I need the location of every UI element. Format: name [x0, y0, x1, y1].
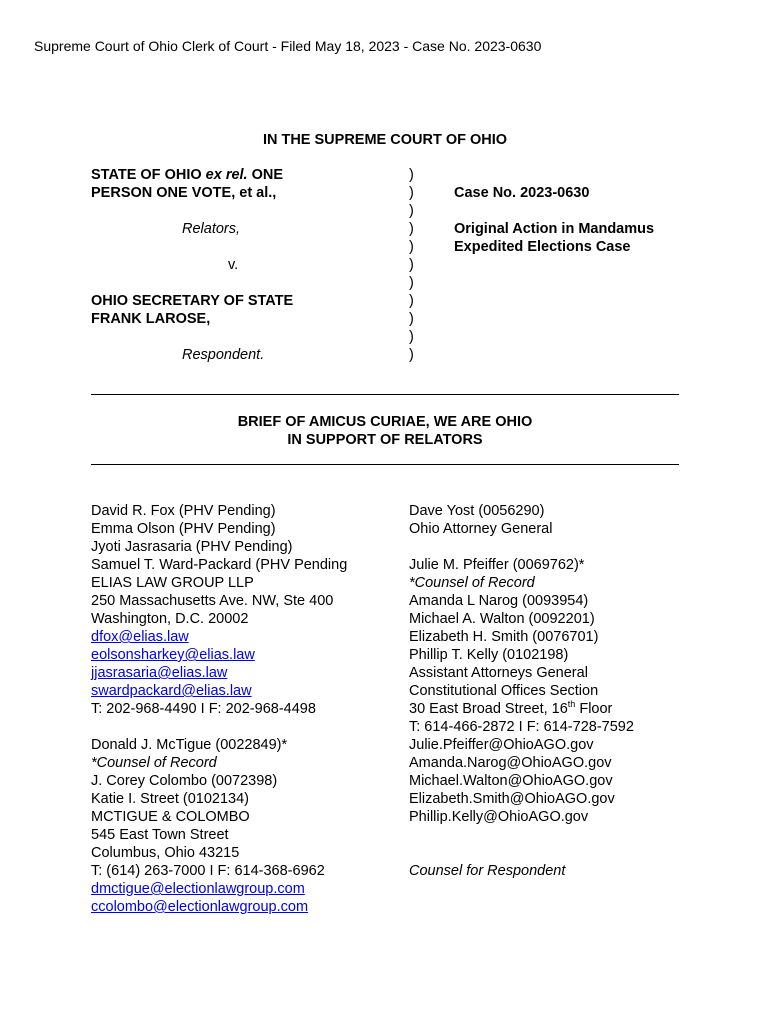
paren: ) — [409, 311, 414, 327]
filing-header: Supreme Court of Ohio Clerk of Court - Filed May 18, 2023 - Case No. 2023-0630 — [34, 38, 542, 54]
email-link[interactable]: swardpackard@elias.law — [91, 683, 252, 699]
relator-line-2: PERSON ONE VOTE, et al., — [91, 185, 277, 201]
counsel-line: Emma Olson (PHV Pending) — [91, 521, 276, 537]
paren: ) — [409, 293, 414, 309]
relator-prefix: STATE OF OHIO — [91, 167, 206, 183]
versus: v. — [228, 257, 239, 273]
paren: ) — [409, 239, 414, 255]
counsel-line: Columbus, Ohio 43215 — [91, 845, 240, 861]
counsel-email: Phillip.Kelly@OhioAGO.gov — [409, 809, 589, 825]
counsel-phone: T: 202-968-4490 I F: 202-968-4498 — [91, 701, 316, 717]
counsel-line: Donald J. McTigue (0022849)* — [91, 737, 288, 753]
counsel-phone: T: 614-466-2872 I F: 614-728-7592 — [409, 719, 634, 735]
paren: ) — [409, 221, 414, 237]
paren: ) — [409, 203, 414, 219]
counsel-line: David R. Fox (PHV Pending) — [91, 503, 276, 519]
address-suffix: Floor — [575, 701, 613, 717]
court-title: IN THE SUPREME COURT OF OHIO — [262, 132, 508, 148]
caption-case-info — [454, 184, 754, 256]
paren: ) — [409, 347, 414, 363]
counsel-line: Phillip T. Kelly (0102198) — [409, 647, 569, 663]
counsel-email: Elizabeth.Smith@OhioAGO.gov — [409, 791, 615, 807]
counsel-line: Michael A. Walton (0092201) — [409, 611, 595, 627]
email-link[interactable]: dmctigue@electionlawgroup.com — [91, 881, 305, 897]
respondent-counsel-block — [409, 502, 709, 880]
counsel-line: Ohio Attorney General — [409, 521, 553, 537]
action-type-1: Original Action in Mandamus — [454, 221, 655, 237]
counsel-address — [409, 700, 709, 718]
action-type-2: Expedited Elections Case — [454, 239, 631, 255]
case-number: Case No. 2023-0630 — [454, 185, 590, 201]
ex-rel: ex rel. — [205, 167, 248, 183]
paren: ) — [409, 257, 414, 273]
caption-parens — [409, 166, 414, 364]
counsel-line: 250 Massachusetts Ave. NW, Ste 400 — [91, 593, 334, 609]
counsel-line: Constitutional Offices Section — [409, 683, 599, 699]
counsel-line: J. Corey Colombo (0072398) — [91, 773, 278, 789]
counsel-email: Michael.Walton@OhioAGO.gov — [409, 773, 613, 789]
counsel-email: Amanda.Narog@OhioAGO.gov — [409, 755, 612, 771]
email-link[interactable]: jjasrasaria@elias.law — [91, 665, 228, 681]
email-link[interactable]: ccolombo@electionlawgroup.com — [91, 899, 309, 915]
respondent-line-2: FRANK LAROSE, — [91, 311, 211, 327]
counsel-line: Elizabeth H. Smith (0076701) — [409, 629, 599, 645]
respondent-line-1: OHIO SECRETARY OF STATE — [91, 293, 294, 309]
divider-top — [91, 394, 679, 395]
counsel-line: Washington, D.C. 20002 — [91, 611, 249, 627]
counsel-line: Assistant Attorneys General — [409, 665, 588, 681]
brief-title-line-1: BRIEF OF AMICUS CURIAE, WE ARE OHIO — [237, 414, 533, 430]
relator-counsel-block — [91, 502, 391, 916]
relator-suffix: ONE — [247, 167, 284, 183]
counsel-line: Katie I. Street (0102134) — [91, 791, 249, 807]
paren: ) — [409, 275, 414, 291]
divider-bottom — [91, 464, 679, 465]
counsel-for-respondent: Counsel for Respondent — [409, 863, 566, 879]
counsel-line: MCTIGUE & COLOMBO — [91, 809, 250, 825]
counsel-line: Samuel T. Ward-Packard (PHV Pending — [91, 557, 348, 573]
paren: ) — [409, 329, 414, 345]
email-link[interactable]: dfox@elias.law — [91, 629, 189, 645]
counsel-line: Dave Yost (0056290) — [409, 503, 545, 519]
paren: ) — [409, 167, 414, 183]
address-sup: th — [567, 699, 576, 710]
counsel-line: Amanda L Narog (0093954) — [409, 593, 589, 609]
counsel-line: 545 East Town Street — [91, 827, 229, 843]
counsel-line: Julie M. Pfeiffer (0069762)* — [409, 557, 585, 573]
caption-parties — [91, 166, 391, 364]
relator-line-1 — [91, 166, 391, 184]
counsel-line: ELIAS LAW GROUP LLP — [91, 575, 254, 591]
email-link[interactable]: eolsonsharkey@elias.law — [91, 647, 255, 663]
respondent-label: Respondent. — [182, 347, 265, 363]
counsel-of-record: *Counsel of Record — [409, 575, 535, 591]
counsel-line: T: (614) 263-7000 I F: 614-368-6962 — [91, 863, 325, 879]
relators-label: Relators, — [182, 221, 241, 237]
brief-title-line-2: IN SUPPORT OF RELATORS — [287, 432, 483, 448]
counsel-of-record: *Counsel of Record — [91, 755, 217, 771]
counsel-email: Julie.Pfeiffer@OhioAGO.gov — [409, 737, 594, 753]
address-prefix: 30 East Broad Street, 16 — [409, 701, 568, 717]
counsel-line: Jyoti Jasrasaria (PHV Pending) — [91, 539, 293, 555]
paren: ) — [409, 185, 414, 201]
